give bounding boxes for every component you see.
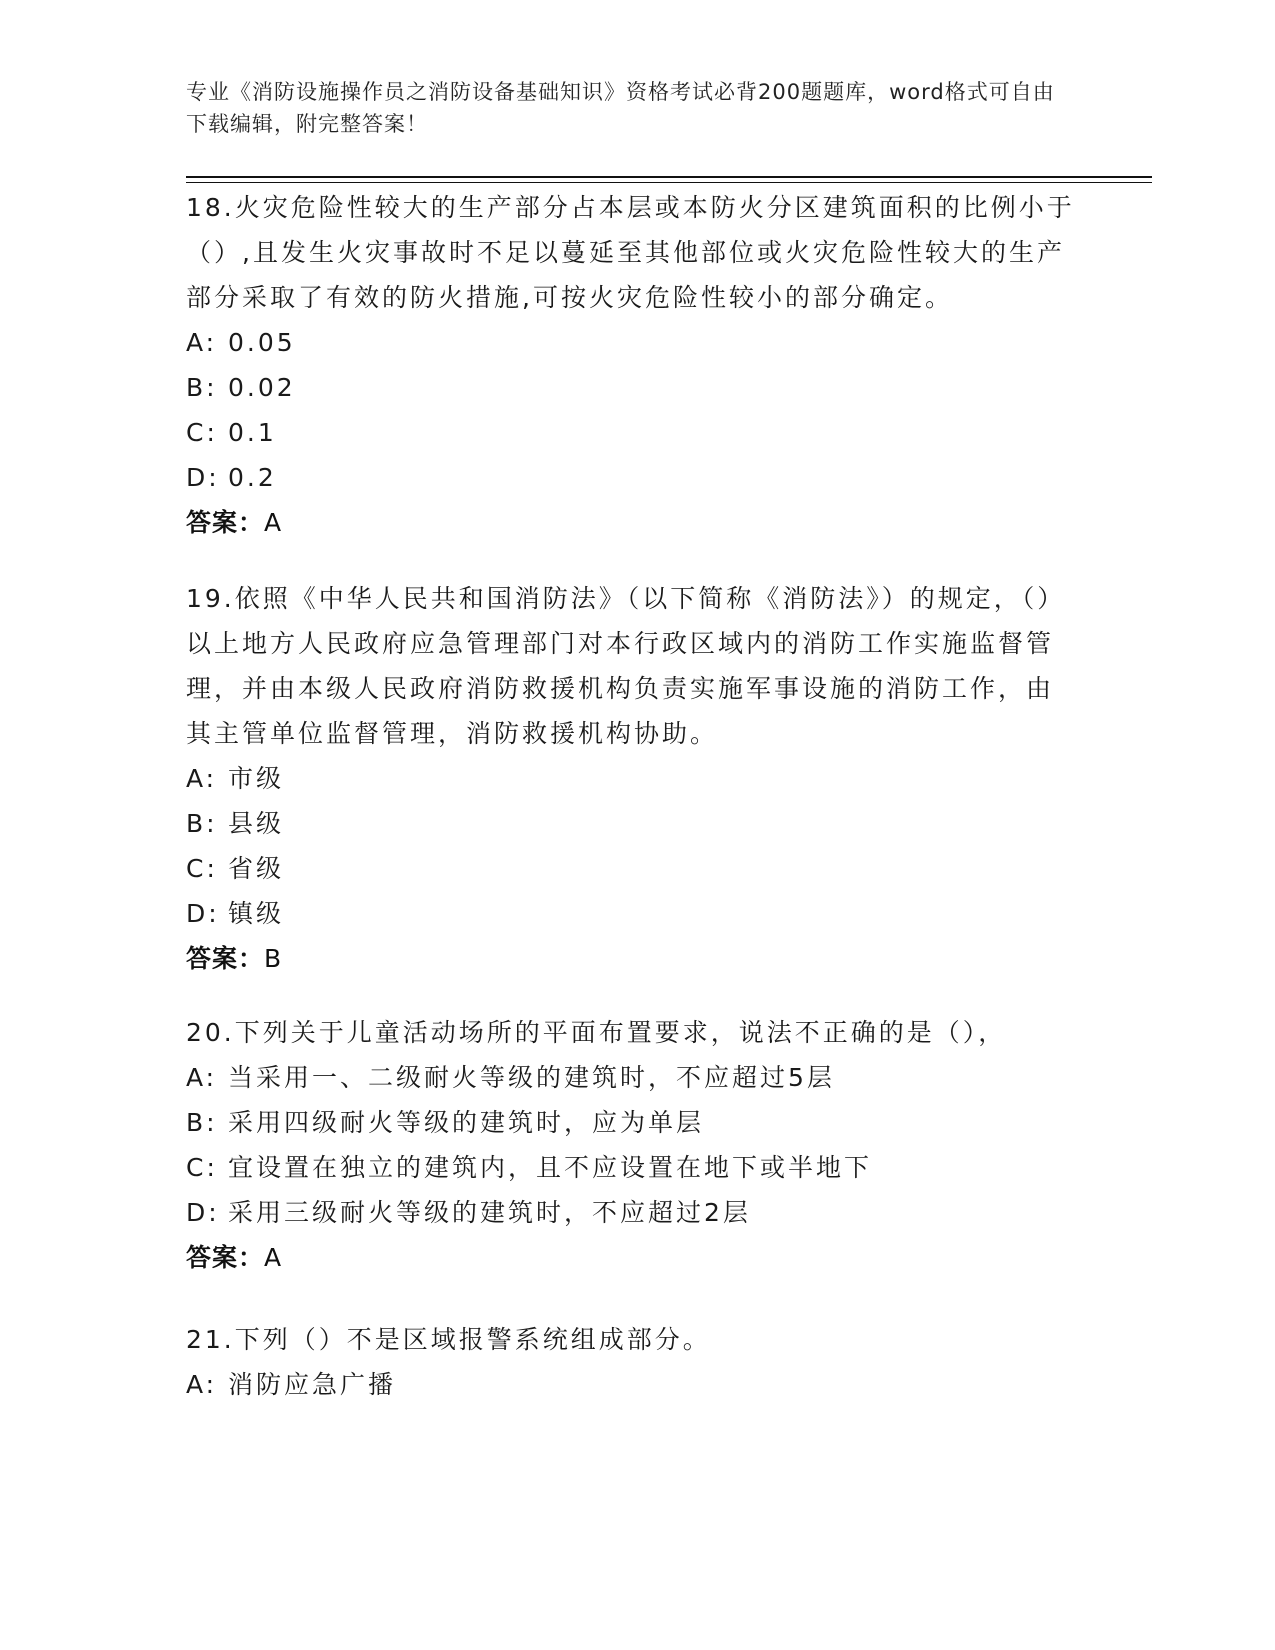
header-divider (186, 176, 1152, 178)
question-19 (186, 576, 1076, 981)
answer-value: A (264, 1243, 283, 1272)
option-b: B: 县级 (186, 809, 285, 838)
option-c: C: 省级 (186, 854, 285, 883)
answer-label: 答案： (186, 1243, 265, 1272)
option-a: A: 市级 (186, 764, 285, 793)
question-18 (186, 185, 1076, 545)
option-a: A: 0.05 (186, 328, 296, 357)
question-stem: 20.下列关于儿童活动场所的平面布置要求，说法不正确的是（）， (186, 1018, 1007, 1047)
answer-line (186, 1235, 1076, 1280)
answer-line (186, 500, 1076, 545)
answer-label: 答案： (186, 508, 265, 537)
option-d: D: 采用三级耐火等级的建筑时，不应超过2层 (186, 1198, 751, 1227)
option-a: A: 当采用一、二级耐火等级的建筑时，不应超过5层 (186, 1063, 835, 1092)
header-divider-thin (186, 182, 1152, 183)
option-c: C: 0.1 (186, 418, 277, 447)
answer-value: B (264, 944, 283, 973)
question-stem: 18.火灾危险性较大的生产部分占本层或本防火分区建筑面积的比例小于（）,且发生火灾事故时不足以蔓延至其他部位或火灾危险性较大的生产部分采取了有效的防火措施,可按火灾危险性较小的部分确定。 (186, 193, 1075, 312)
question-20 (186, 1010, 1076, 1280)
document-header: 专业《消防设施操作员之消防设备基础知识》资格考试必背200题题库，word格式可自由下载编辑，附完整答案！ (186, 80, 1055, 136)
option-a: A: 消防应急广播 (186, 1370, 397, 1399)
answer-value: A (264, 508, 283, 537)
question-stem: 19.依照《中华人民共和国消防法》（以下简称《消防法》）的规定，（）以上地方人民政府应急管理部门对本行政区域内的消防工作实施监督管理，并由本级人民政府消防救援机构负责实施军事设施的消防工作，由其主管单位监督管理，消防救援机构协助。 (186, 584, 1066, 748)
option-d: D: 镇级 (186, 899, 285, 928)
option-b: B: 采用四级耐火等级的建筑时，应为单层 (186, 1108, 705, 1137)
question-21 (186, 1317, 1076, 1407)
answer-line (186, 936, 1076, 981)
option-b: B: 0.02 (186, 373, 296, 402)
option-d: D: 0.2 (186, 463, 277, 492)
option-c: C: 宜设置在独立的建筑内，且不应设置在地下或半地下 (186, 1153, 873, 1182)
question-stem: 21.下列（）不是区域报警系统组成部分。 (186, 1325, 711, 1354)
answer-label: 答案： (186, 944, 265, 973)
